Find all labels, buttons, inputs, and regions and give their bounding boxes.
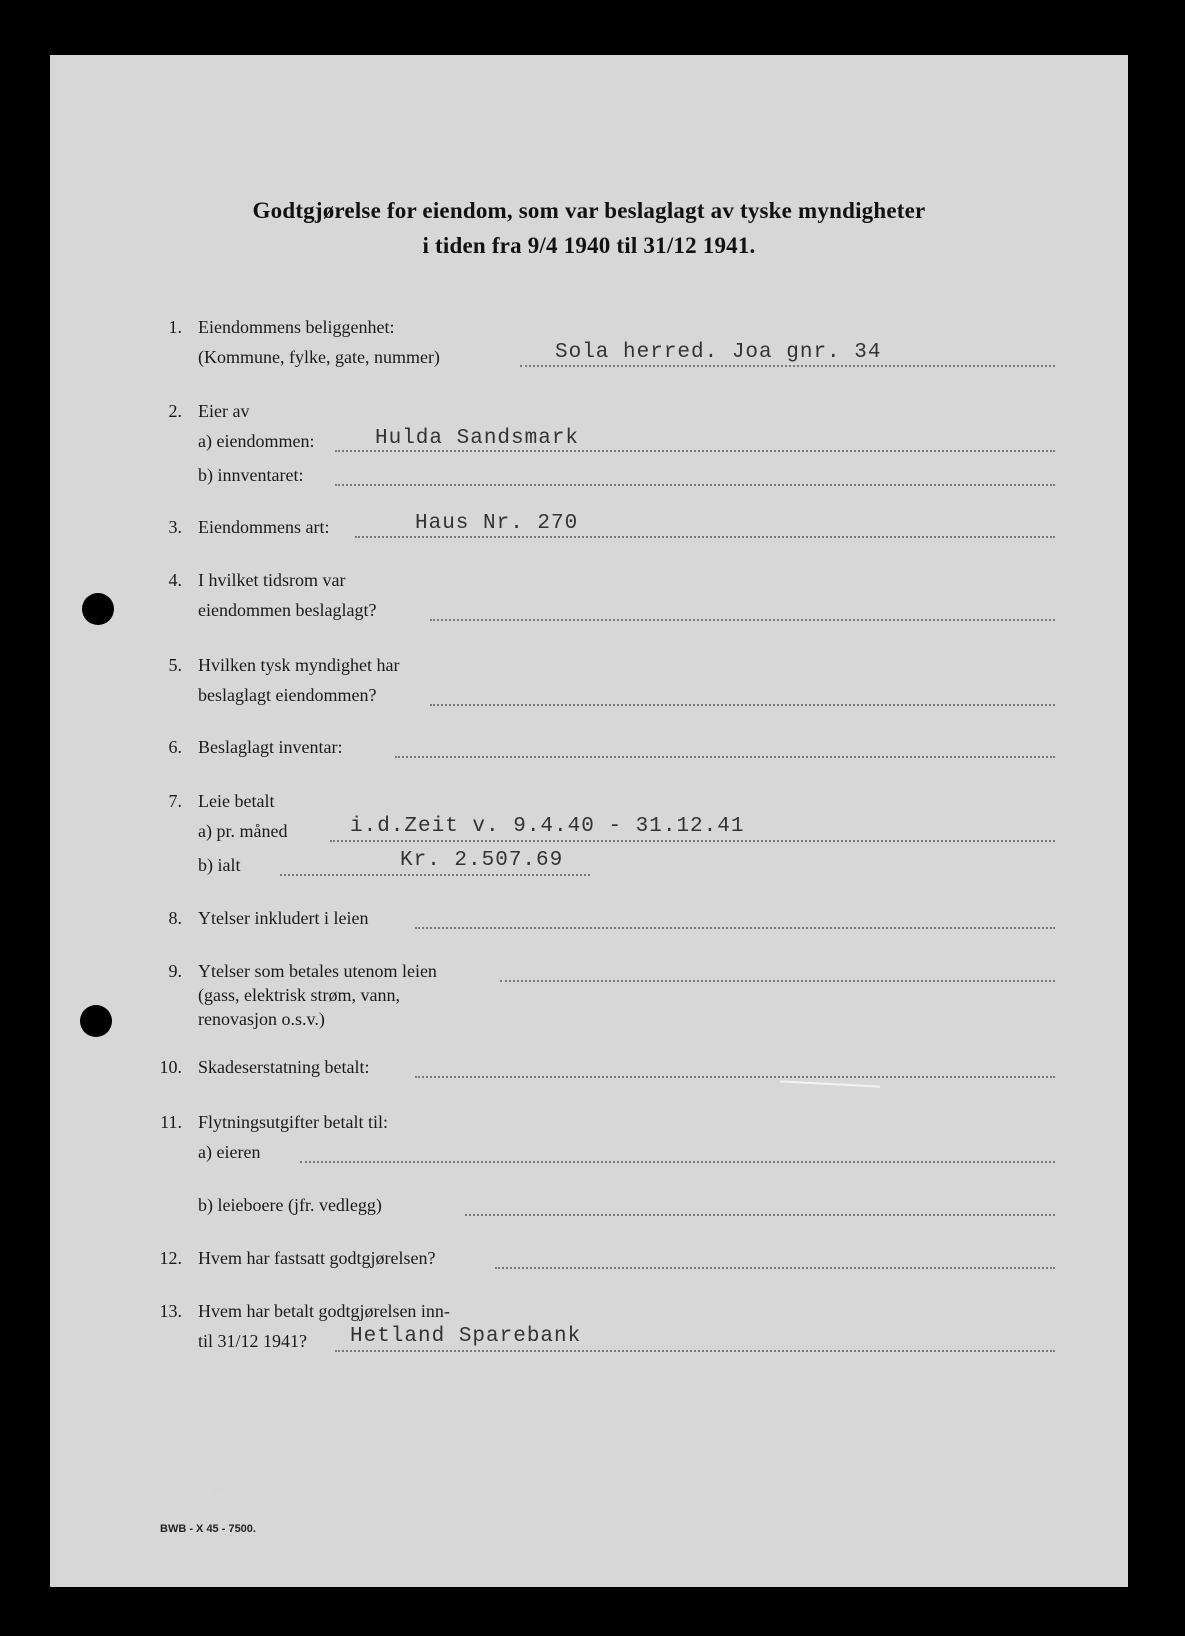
item-7b-label: b) ialt (198, 855, 241, 875)
item-7a-dotted-line (330, 840, 1055, 842)
item-5-sublabel: beslaglagt eiendommen? (198, 685, 377, 705)
punch-hole-bottom (80, 1005, 112, 1037)
item-9-label: Ytelser som betales utenom leien (198, 961, 437, 981)
item-11b-dotted-line (465, 1214, 1055, 1216)
item-3-number: 3. (168, 517, 182, 537)
form-title-line-2: i tiden fra 9/4 1940 til 31/12 1941. (422, 233, 756, 258)
item-7b-dotted-line (280, 874, 590, 876)
item-2-number: 2. (168, 401, 182, 421)
item-3-label: Eiendommens art: (198, 517, 330, 537)
item-2a-label: a) eiendommen: (198, 431, 315, 451)
item-9-sublabel-2: renovasjon o.s.v.) (198, 1009, 325, 1029)
item-13-sublabel: til 31/12 1941? (198, 1331, 307, 1351)
item-4-label: I hvilket tidsrom var (198, 570, 346, 590)
item-13-number: 13. (159, 1301, 182, 1321)
item-10-label: Skadeserstatning betalt: (198, 1057, 370, 1077)
item-4-number: 4. (168, 570, 182, 590)
item-1-number: 1. (168, 317, 182, 337)
item-1-sublabel: (Kommune, fylke, gate, nummer) (198, 347, 440, 367)
item-4-dotted-line (430, 619, 1055, 621)
item-3-dotted-line (355, 536, 1055, 538)
item-2a-value: Hulda Sandsmark (375, 427, 580, 450)
item-7-number: 7. (168, 791, 182, 811)
form-paper (50, 55, 1128, 1587)
item-5-dotted-line (430, 704, 1055, 706)
item-13-label: Hvem har betalt godtgjørelsen inn- (198, 1301, 450, 1321)
item-10-dotted-line (415, 1076, 1055, 1078)
form-footer-code: BWB - X 45 - 7500. (160, 1523, 256, 1535)
item-12-dotted-line (495, 1267, 1055, 1269)
item-7a-label: a) pr. måned (198, 821, 288, 841)
item-8-label: Ytelser inkludert i leien (198, 908, 369, 928)
faint-mark: ·.·. (210, 1480, 225, 1494)
item-13-value: Hetland Sparebank (350, 1325, 582, 1348)
item-2a-dotted-line (335, 450, 1055, 452)
item-5-number: 5. (168, 655, 182, 675)
item-5-label: Hvilken tysk myndighet har (198, 655, 400, 675)
item-2-label: Eier av (198, 401, 250, 421)
punch-hole-top (82, 593, 114, 625)
item-11-label: Flytningsutgifter betalt til: (198, 1112, 388, 1132)
item-12-label: Hvem har fastsatt godtgjørelsen? (198, 1248, 436, 1268)
item-6-label: Beslaglagt inventar: (198, 737, 343, 757)
item-1-dotted-line (520, 365, 1055, 367)
item-1-label: Eiendommens beliggenhet: (198, 317, 395, 337)
item-13-dotted-line (335, 1350, 1055, 1352)
item-11a-dotted-line (300, 1161, 1055, 1163)
item-3-value: Haus Nr. 270 (415, 512, 579, 535)
item-9-dotted-line (500, 980, 1055, 982)
item-7a-value: i.d.Zeit v. 9.4.40 - 31.12.41 (350, 815, 745, 838)
item-2b-label: b) innventaret: (198, 465, 304, 485)
item-9-sublabel-1: (gass, elektrisk strøm, vann, (198, 985, 400, 1005)
item-6-dotted-line (395, 756, 1055, 758)
item-9-number: 9. (168, 961, 182, 981)
item-11-number: 11. (160, 1112, 182, 1132)
item-7-label: Leie betalt (198, 791, 275, 811)
item-7b-value: Kr. 2.507.69 (400, 849, 564, 872)
item-11b-label: b) leieboere (jfr. vedlegg) (198, 1195, 382, 1215)
item-12-number: 12. (159, 1248, 182, 1268)
item-10-number: 10. (159, 1057, 182, 1077)
form-title-line-1: Godtgjørelse for eiendom, som var beslaglagt av tyske myndigheter (252, 198, 926, 223)
item-8-dotted-line (415, 927, 1055, 929)
item-2b-dotted-line (335, 484, 1055, 486)
item-4-sublabel: eiendommen beslaglagt? (198, 600, 377, 620)
item-1-value: Sola herred. Joa gnr. 34 (555, 341, 882, 364)
item-6-number: 6. (168, 737, 182, 757)
item-8-number: 8. (168, 908, 182, 928)
item-11a-label: a) eieren (198, 1142, 261, 1162)
paper-scratch (780, 1080, 880, 1087)
